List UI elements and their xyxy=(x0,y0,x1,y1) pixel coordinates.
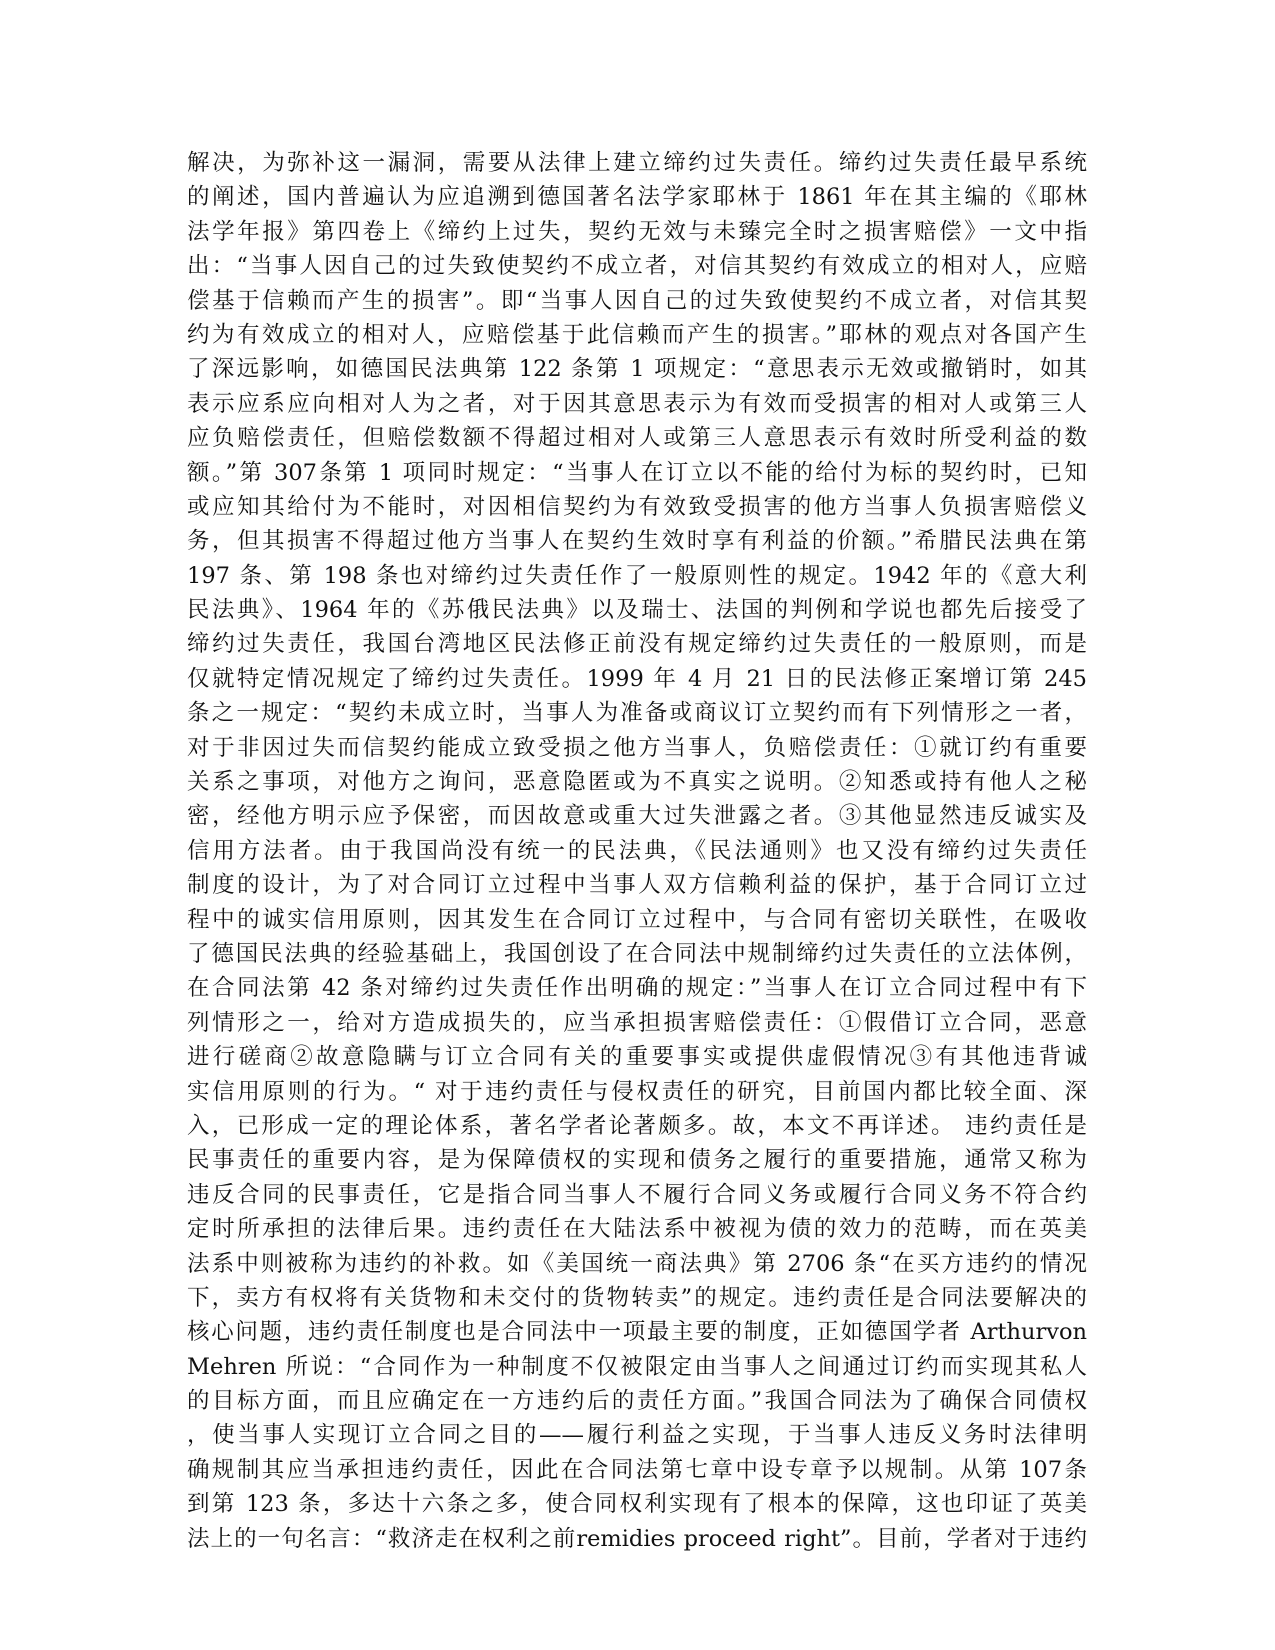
text-line: 在合同法第 42 条对缔约过失责任作出明确的规定：”当事人在订立合同过程中有下 xyxy=(187,975,1087,1002)
text-line: 务，但其损害不得超过他方当事人在契约生效时享有利益的价额。”希腊民法典在第 xyxy=(187,528,1087,555)
text-line: 密，经他方明示应予保密，而因故意或重大过失泄露之者。③其他显然违反诚实及 xyxy=(187,803,1087,830)
text-line: 入，已形成一定的理论体系，著名学者论著颇多。故，本文不再详述。 违约责任是 xyxy=(187,1112,1087,1139)
text-line: 的阐述，国内普遍认为应追溯到德国著名法学家耶林于 1861 年在其主编的《耶林 xyxy=(187,184,1087,211)
text-line: 制度的设计，为了对合同订立过程中当事人双方信赖利益的保护，基于合同订立过 xyxy=(187,872,1087,899)
text-line: 实信用原则的行为。“ 对于违约责任与侵权责任的研究，目前国内都比较全面、深 xyxy=(187,1078,1087,1105)
text-line: 表示应系应向相对人为之者，对于因其意思表示为有效而受损害的相对人或第三人 xyxy=(187,390,1087,417)
text-line: 了深远影响，如德国民法典第 122 条第 1 项规定：“意思表示无效或撤销时，如其 xyxy=(187,356,1087,383)
text-line: 下，卖方有权将有关货物和未交付的货物转卖”的规定。违约责任是合同法要解决的 xyxy=(187,1284,1087,1311)
text-line: 缔约过失责任，我国台湾地区民法修正前没有规定缔约过失责任的一般原则，而是 xyxy=(187,631,1087,658)
text-line: 关系之事项，对他方之询问，恶意隐匿或为不真实之说明。②知悉或持有他人之秘 xyxy=(187,769,1087,796)
text-line: 了德国民法典的经验基础上，我国创设了在合同法中规制缔约过失责任的立法体例， xyxy=(187,940,1087,967)
text-line: 进行磋商②故意隐瞒与订立合同有关的重要事实或提供虚假情况③有其他违背诚 xyxy=(187,1044,1087,1071)
text-line: 197 条、第 198 条也对缔约过失责任作了一般原则性的规定。1942 年的《意大利 xyxy=(187,562,1087,589)
text-line: 到第 123 条，多达十六条之多，使合同权利实现有了根本的保障，这也印证了英美 xyxy=(187,1491,1087,1518)
text-line: 法学年报》第四卷上《缔约上过失，契约无效与未臻完全时之损害赔偿》一文中指 xyxy=(187,218,1087,245)
text-line: 违反合同的民事责任，它是指合同当事人不履行合同义务或履行合同义务不符合约 xyxy=(187,1181,1087,1208)
text-line: 程中的诚实信用原则，因其发生在合同订立过程中，与合同有密切关联性，在吸收 xyxy=(187,906,1087,933)
text-line: 条之一规定：“契约未成立时，当事人为准备或商议订立契约而有下列情形之一者， xyxy=(187,700,1087,727)
text-line: 约为有效成立的相对人，应赔偿基于此信赖而产生的损害。”耶林的观点对各国产生 xyxy=(187,321,1087,348)
text-line: 法上的一句名言：“救济走在权利之前remidies proceed right”。目前，学者对于违约 xyxy=(187,1525,1087,1552)
text-line: 信用方法者。由于我国尚没有统一的民法典，《民法通则》也又没有缔约过失责任 xyxy=(187,837,1087,864)
text-line: Mehren 所说：“合同作为一种制度不仅被限定由当事人之间通过订约而实现其私人 xyxy=(187,1353,1087,1380)
text-line: 核心问题，违约责任制度也是合同法中一项最主要的制度，正如德国学者 Arthurvon xyxy=(187,1319,1087,1346)
text-line: 确规制其应当承担违约责任，因此在合同法第七章中设专章予以规制。从第 107条 xyxy=(187,1456,1087,1483)
text-line: 民法典》、1964 年的《苏俄民法典》以及瑞士、法国的判例和学说也都先后接受了 xyxy=(187,597,1087,624)
text-line: 出：“当事人因自己的过失致使契约不成立者，对信其契约有效成立的相对人，应赔 xyxy=(187,253,1087,280)
text-line: 或应知其给付为不能时，对因相信契约为有效致受损害的他方当事人负损害赔偿义 xyxy=(187,493,1087,520)
text-line: 列情形之一，给对方造成损失的，应当承担损害赔偿责任：①假借订立合同，恶意 xyxy=(187,1009,1087,1036)
text-line: 偿基于信赖而产生的损害”。即“当事人因自己的过失致使契约不成立者，对信其契 xyxy=(187,287,1087,314)
text-line: 仅就特定情况规定了缔约过失责任。1999 年 4 月 21 日的民法修正案增订第 245 xyxy=(187,665,1087,692)
body-text xyxy=(187,146,1087,1556)
text-line: 法系中则被称为违约的补救。如《美国统一商法典》第 2706 条“在买方违约的情况 xyxy=(187,1250,1087,1277)
text-line: 对于非因过失而信契约能成立致受损之他方当事人，负赔偿责任：①就订约有重要 xyxy=(187,734,1087,761)
text-line: 民事责任的重要内容，是为保障债权的实现和债务之履行的重要措施，通常又称为 xyxy=(187,1147,1087,1174)
text-line: 的目标方面，而且应确定在一方违约后的责任方面。”我国合同法为了确保合同债权 xyxy=(187,1388,1087,1415)
text-line: 额。”第 307条第 1 项同时规定：“当事人在订立以不能的给付为标的契约时，已知 xyxy=(187,459,1087,486)
text-line: 解决，为弥补这一漏洞，需要从法律上建立缔约过失责任。缔约过失责任最早系统 xyxy=(187,150,1087,176)
text-line: 定时所承担的法律后果。违约责任在大陆法系中被视为债的效力的范畴，而在英美 xyxy=(187,1216,1087,1243)
text-line: ，使当事人实现订立合同之目的——履行利益之实现，于当事人违反义务时法律明 xyxy=(187,1422,1087,1449)
text-line: 应负赔偿责任，但赔偿数额不得超过相对人或第三人意思表示有效时所受利益的数 xyxy=(187,425,1087,452)
